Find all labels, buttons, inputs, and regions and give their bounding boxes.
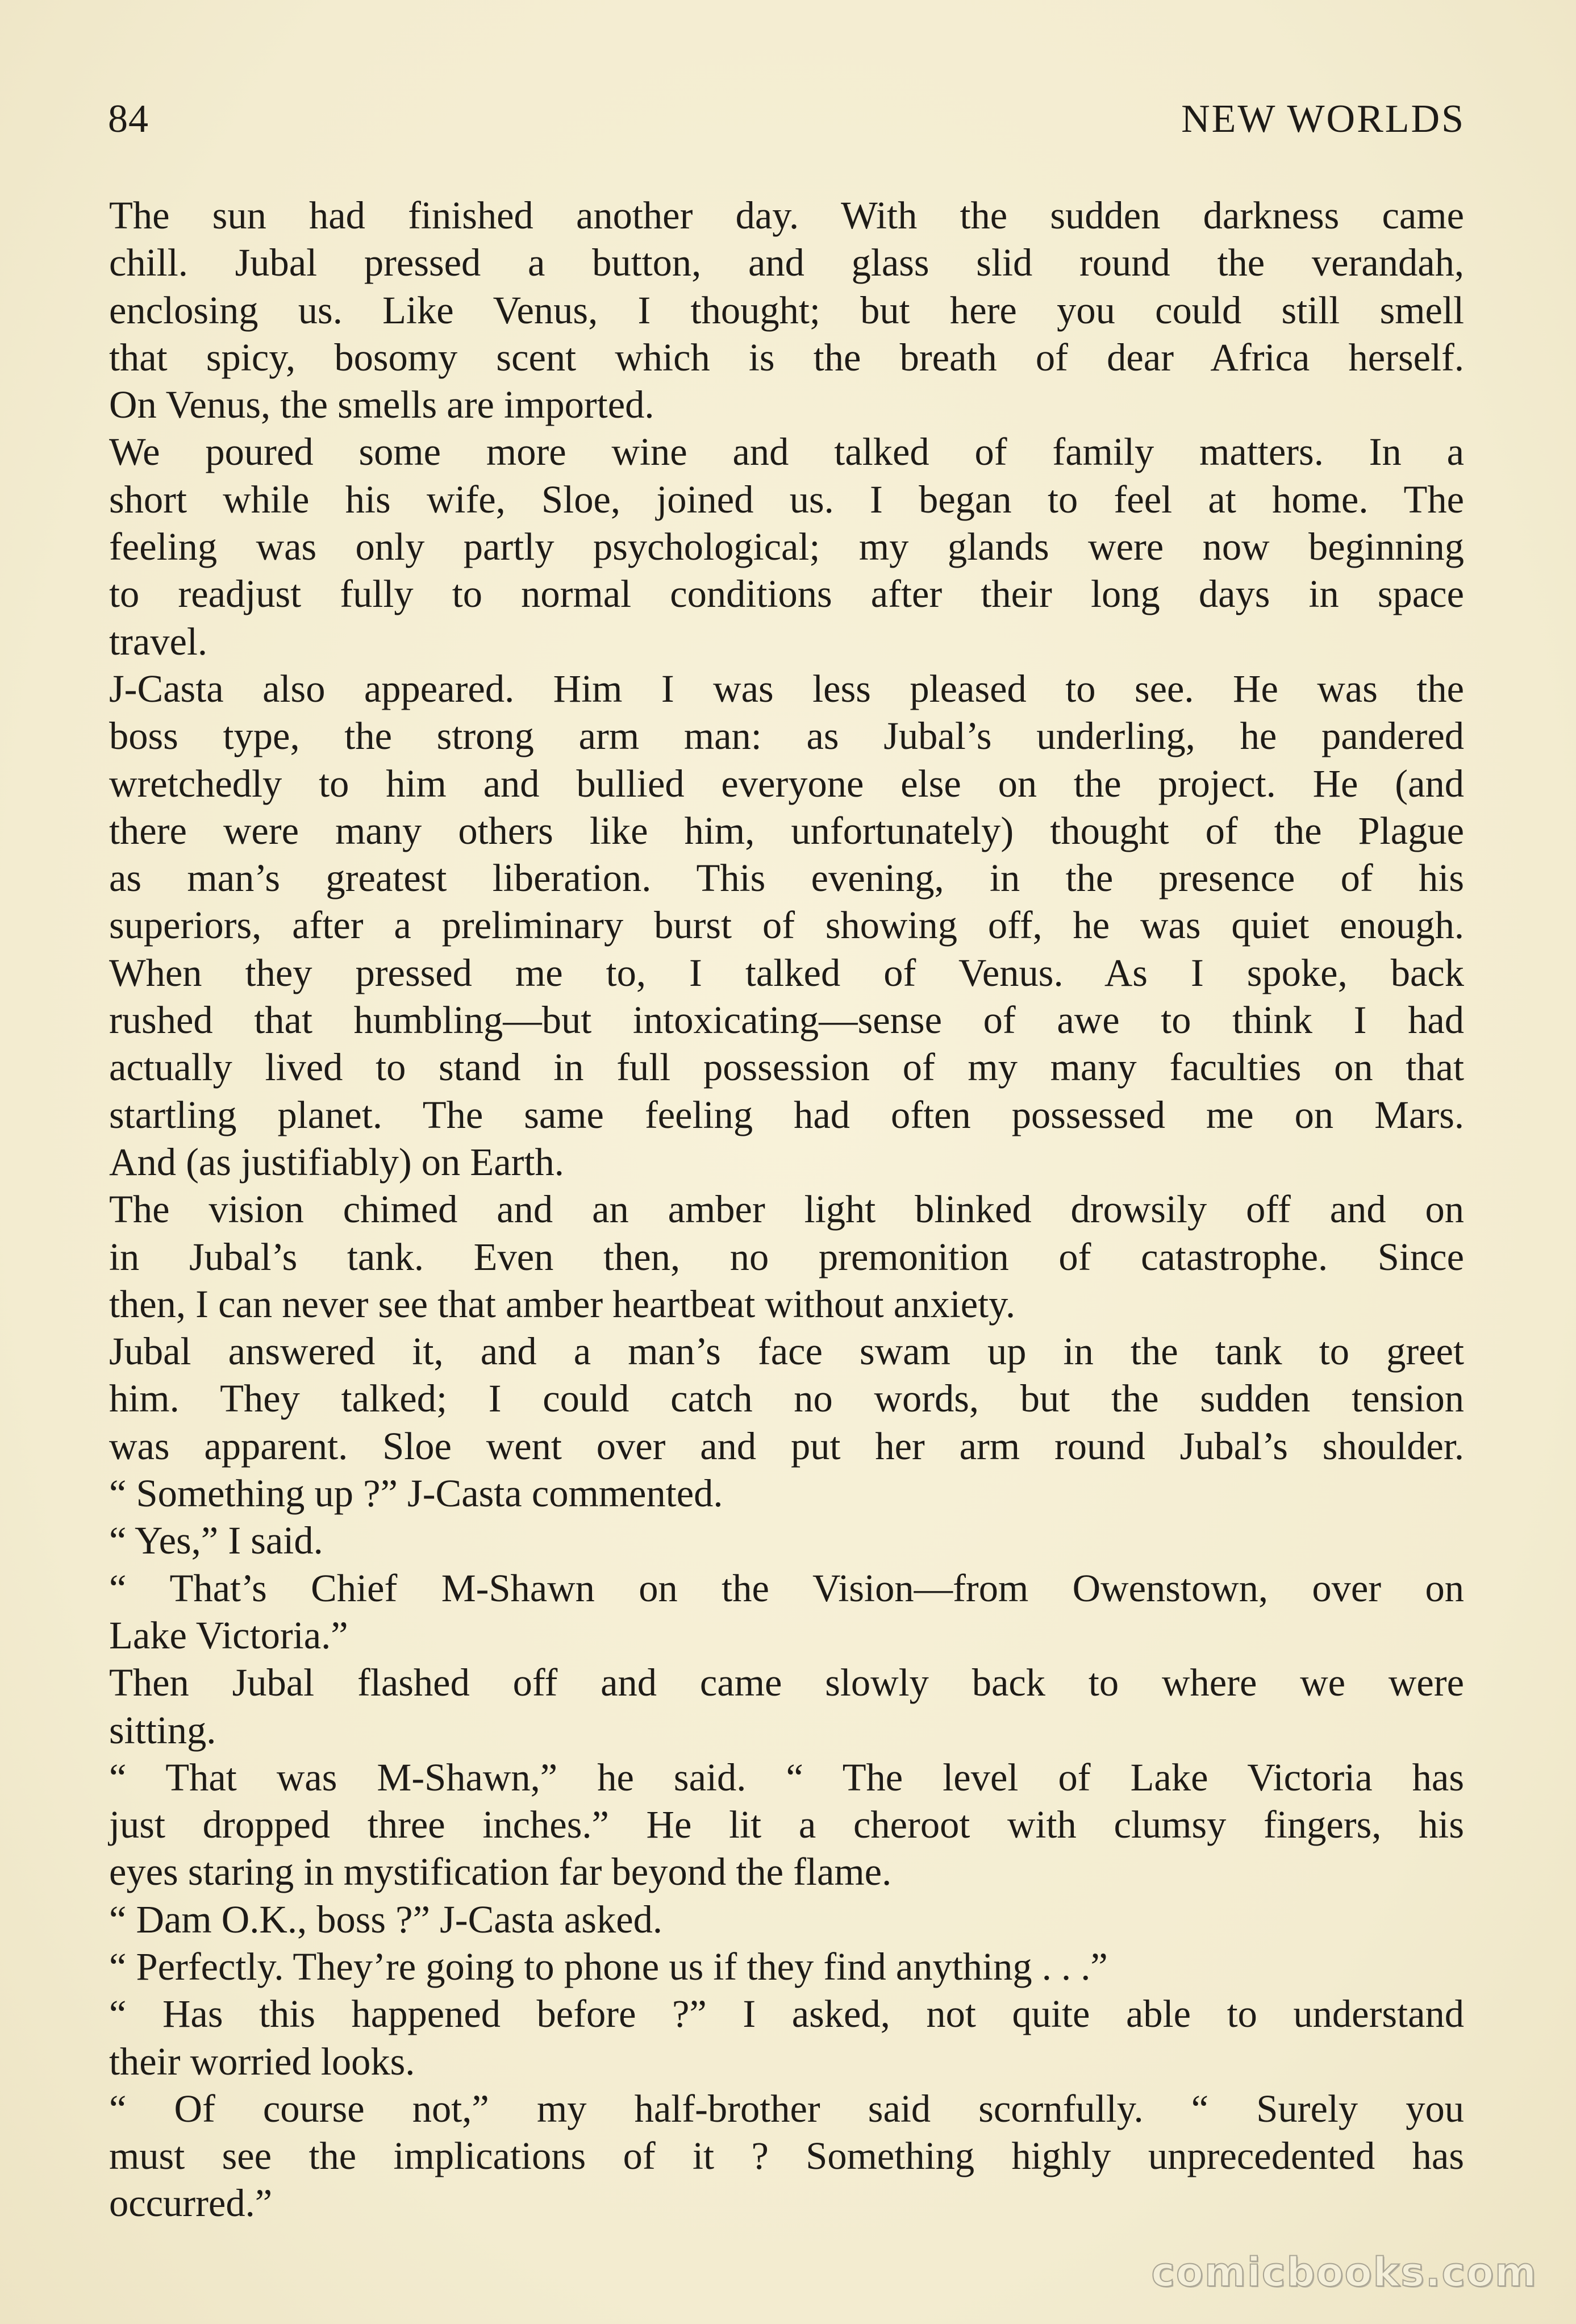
text-line: “ That was M-Shawn,” he said. “ The level of Lake Victoria has — [109, 1755, 1464, 1799]
text-line: chill. Jubal pressed a button, and glass slid round the verandah, — [109, 241, 1464, 285]
text-line: their worried looks. — [109, 2039, 415, 2083]
text-line: Then Jubal flashed off and came slowly back to where we were — [109, 1661, 1464, 1705]
text-line: rushed that humbling—but intoxicating—sense of awe to think I had — [109, 998, 1464, 1042]
text-line: And (as justifiably) on Earth. — [109, 1140, 564, 1184]
text-line: boss type, the strong arm man: as Jubal’s underling, he pandered — [109, 714, 1464, 758]
text-line: occurred.” — [109, 2181, 273, 2225]
text-line: “ That’s Chief M-Shawn on the Vision—from Owenstown, over on — [109, 1566, 1464, 1610]
text-line: Jubal answered it, and a man’s face swam up in the tank to greet — [109, 1330, 1464, 1373]
page-number: 84 — [108, 97, 149, 141]
text-line: eyes staring in mystification far beyond the flame. — [109, 1850, 892, 1894]
text-line: that spicy, bosomy scent which is the breath of dear Africa herself. — [109, 335, 1464, 379]
text-line: superiors, after a preliminary burst of showing off, he was quiet enough. — [109, 903, 1464, 947]
text-line: then, I can never see that amber heartbeat without anxiety. — [109, 1282, 1016, 1326]
text-line: as man’s greatest liberation. This evening, in the presence of his — [109, 856, 1464, 900]
text-line: sitting. — [109, 1708, 216, 1752]
text-line: actually lived to stand in full possession of my many faculties on that — [109, 1046, 1464, 1089]
text-line: “ Perfectly. They’re going to phone us if they find anything . . .” — [109, 1944, 1108, 1988]
text-line: “ Of course not,” my half-brother said scornfully. “ Surely you — [109, 2086, 1464, 2130]
text-line: must see the implications of it ? Something highly unprecedented has — [109, 2134, 1464, 2178]
body-text — [109, 192, 1464, 2227]
text-line: J-Casta also appeared. Him I was less pleased to see. He was the — [109, 667, 1464, 710]
text-line: just dropped three inches.” He lit a cheroot with clumsy fingers, his — [109, 1803, 1464, 1847]
text-line: On Venus, the smells are imported. — [109, 383, 654, 427]
text-line: him. They talked; I could catch no words, but the sudden tension — [109, 1377, 1464, 1421]
text-line: there were many others like him, unfortunately) thought of the Plague — [109, 809, 1464, 852]
text-line: enclosing us. Like Venus, I thought; but here you could still smell — [109, 288, 1464, 332]
text-line: startling planet. The same feeling had often possessed me on Mars. — [109, 1093, 1464, 1136]
text-line: wretchedly to him and bullied everyone else on the project. He (and — [109, 761, 1464, 805]
text-line: “ Dam O.K., boss ?” J-Casta asked. — [109, 1897, 662, 1941]
text-line: Lake Victoria.” — [109, 1613, 348, 1657]
text-line: “ Has this happened before ?” I asked, not quite able to understand — [109, 1992, 1464, 2036]
text-line: was apparent. Sloe went over and put her arm round Jubal’s shoulder. — [109, 1424, 1464, 1468]
text-line: to readjust fully to normal conditions after their long days in space — [109, 572, 1464, 616]
text-line: We poured some more wine and talked of family matters. In a — [109, 430, 1464, 474]
running-title: NEW WORLDS — [1181, 97, 1465, 141]
text-line: When they pressed me to, I talked of Venus. As I spoke, back — [109, 951, 1464, 994]
text-line: The vision chimed and an amber light blinked drowsily off and on — [109, 1188, 1464, 1231]
site-watermark: comicbooks.com — [1151, 2249, 1537, 2296]
text-line: “ Something up ?” J-Casta commented. — [109, 1472, 723, 1515]
text-line: The sun had finished another day. With the sudden darkness came — [109, 194, 1464, 237]
text-line: in Jubal’s tank. Even then, no premonition of catastrophe. Since — [109, 1235, 1464, 1278]
text-line: feeling was only partly psychological; my glands were now beginning — [109, 525, 1464, 569]
page-header — [108, 97, 1465, 159]
text-line: short while his wife, Sloe, joined us. I began to feel at home. The — [109, 477, 1464, 521]
text-line: “ Yes,” I said. — [109, 1519, 323, 1563]
text-line: travel. — [109, 619, 208, 663]
